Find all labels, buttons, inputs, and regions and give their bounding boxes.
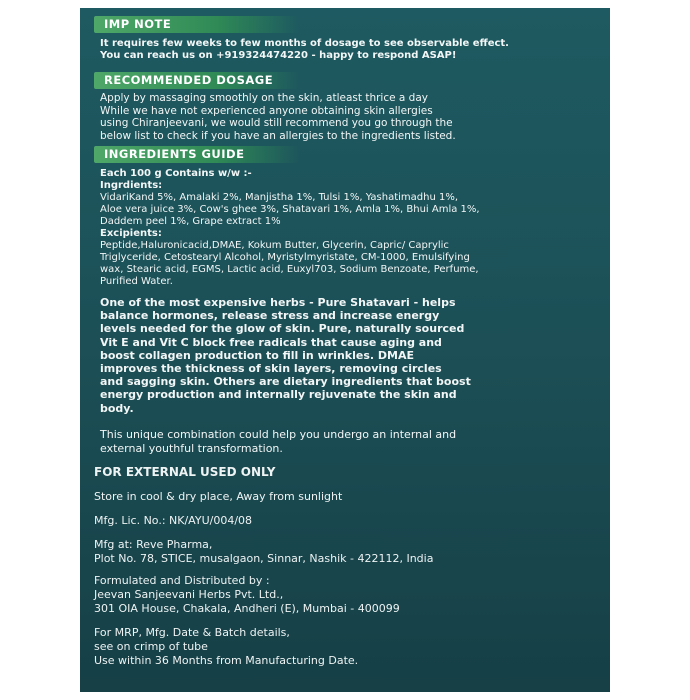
- combination-line: external youthful transformation.: [100, 441, 283, 455]
- mrp-line: see on crimp of tube: [94, 640, 208, 653]
- imp-note-line: It requires few weeks to few months of dosage to see observable effect.: [100, 38, 509, 49]
- formulated-line: Formulated and Distributed by :: [94, 574, 270, 587]
- description-line: balance hormones, release stress and increase energy: [100, 309, 440, 323]
- imp-note-line: You can reach us on +919324474220 - happy to respond ASAP!: [100, 50, 457, 61]
- ingredient-line: VidariKand 5%, Amalaki 2%, Manjistha 1%, Tulsi 1%, Yashatimadhu 1%,: [100, 192, 459, 203]
- mrp-line: Use within 36 Months from Manufacturing Date.: [94, 654, 359, 667]
- mfg-at-line: Mfg at: Reve Pharma,: [94, 538, 213, 551]
- mfg-at-line: Plot No. 78, STICE, musalgaon, Sinnar, Nashik - 422112, India: [94, 552, 434, 565]
- description-line: boost collagen production to fill in wrinkles. DMAE: [100, 348, 414, 362]
- dosage-line: While we have not experienced anyone obtaining skin allergies: [100, 104, 433, 117]
- formulated-line: Jeevan Sanjeevani Herbs Pvt. Ltd.,: [94, 588, 284, 601]
- description-line: Vit E and Vit C block free radicals that cause aging and: [100, 335, 442, 349]
- mrp-batch-info: [94, 626, 604, 668]
- dosage-text: [100, 92, 600, 142]
- description-line: improves the thickness of skin layers, removing circles: [100, 362, 442, 376]
- description-line: body.: [100, 401, 134, 415]
- imp-note-text: [100, 38, 600, 62]
- description-text: [100, 296, 600, 415]
- external-use-notice: FOR EXTERNAL USED ONLY: [94, 465, 276, 479]
- ingredients-each-line: Each 100 g Contains w/w :-: [100, 168, 252, 179]
- description-line: levels needed for the glow of skin. Pure, naturally sourced: [100, 322, 465, 336]
- dosage-line: below list to check if you have an allergies to the ingredients listed.: [100, 129, 456, 142]
- ingredients-heading: INGREDIENTS GUIDE: [94, 146, 299, 163]
- mrp-line: For MRP, Mfg. Date & Batch details,: [94, 626, 290, 639]
- description-line: and sagging skin. Others are dietary ingredients that boost: [100, 375, 471, 389]
- product-label-panel: [80, 8, 610, 692]
- ingredient-line: Aloe vera juice 3%, Cow's ghee 3%, Shatavari 1%, Amla 1%, Bhui Amla 1%,: [100, 204, 480, 215]
- imp-note-heading: IMP NOTE: [94, 16, 299, 33]
- excipients-label: Excipients:: [100, 228, 162, 239]
- combination-line: This unique combination could help you undergo an internal and: [100, 428, 457, 441]
- ingredients-label: Ingrdients:: [100, 180, 163, 191]
- excipient-line: Purified Water.: [100, 276, 173, 287]
- ingredients-text: [100, 168, 600, 288]
- distributor-address: [94, 574, 604, 616]
- dosage-line: Apply by massaging smoothly on the skin, atleast thrice a day: [100, 92, 428, 104]
- dosage-line: using Chiranjeevani, we would still recommend you go through the: [100, 117, 453, 129]
- excipient-line: Triglyceride, Cetostearyl Alcohol, Myristylmyristate, CM-1000, Emulsifying: [100, 252, 470, 263]
- description-line: One of the most expensive herbs - Pure Shatavari - helps: [100, 296, 456, 309]
- mfg-license: Mfg. Lic. No.: NK/AYU/004/08: [94, 514, 253, 527]
- manufacturer-address: [94, 538, 604, 566]
- description-line: energy production and internally rejuvenate the skin and: [100, 388, 457, 402]
- ingredient-line: Daddem peel 1%, Grape extract 1%: [100, 216, 281, 227]
- excipient-line: Peptide,Haluronicacid,DMAE, Kokum Butter, Glycerin, Capric/ Caprylic: [100, 240, 449, 251]
- formulated-line: 301 OIA House, Chakala, Andheri (E), Mumbai - 400099: [94, 602, 400, 615]
- dosage-heading: RECOMMENDED DOSAGE: [94, 72, 299, 89]
- combination-text: [100, 428, 600, 455]
- storage-instructions: Store in cool & dry place, Away from sunlight: [94, 490, 343, 503]
- excipient-line: wax, Stearic acid, EGMS, Lactic acid, Euxyl703, Sodium Benzoate, Perfume,: [100, 264, 479, 275]
